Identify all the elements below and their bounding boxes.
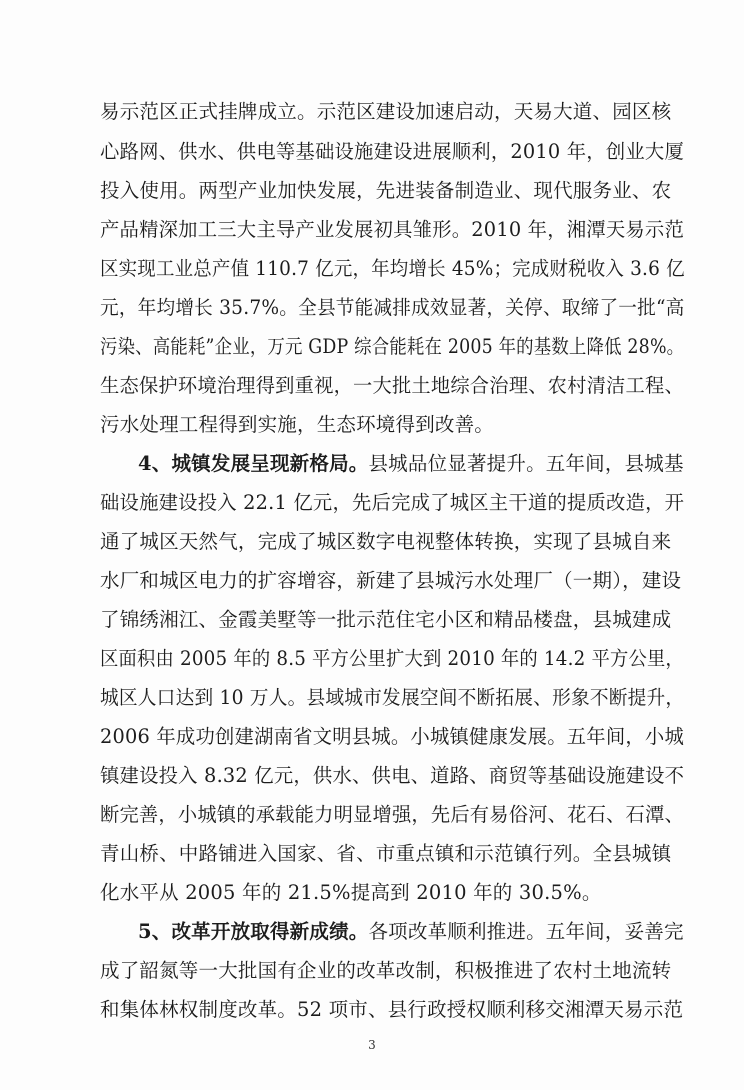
paragraph-2-line-4: 水厂和城区电力的扩容增容，新建了县城污水处理厂（一期），建设 xyxy=(100,569,682,592)
paragraph-3-line-1-text: 各项改革顺利推进。五年间，妥善完 xyxy=(368,920,684,943)
paragraph-2-line-8: 2006 年成功创建湖南省文明县城。小城镇健康发展。五年间，小城 xyxy=(100,725,685,748)
paragraph-2-line-1 xyxy=(138,452,684,476)
paragraph-2-line-5: 了锦绣湘江、金霞美墅等一批示范住宅小区和精品楼盘，县城建成 xyxy=(100,608,672,631)
section-4-heading: 4、城镇发展呈现新格局。 xyxy=(138,452,369,475)
paragraph-2-line-1-text: 县城品位显著提升。五年间，县城基 xyxy=(368,452,684,475)
paragraph-1-line-7: 污染、高能耗”企业，万元 GDP 综合能耗在 2005 年的基数上降低 28%。 xyxy=(100,335,685,358)
paragraph-1-line-8: 生态保护环境治理得到重视，一大批土地综合治理、农村清洁工程、 xyxy=(100,374,684,397)
paragraph-2-line-9: 镇建设投入 8.32 亿元，供水、供电、道路、商贸等基础设施建设不 xyxy=(100,764,685,787)
paragraph-1-line-1: 易示范区正式挂牌成立。示范区建设加速启动，天易大道、园区核 xyxy=(100,100,672,123)
paragraph-1-line-6: 元，年均增长 35.7%。全县节能减排成效显著，关停、取缔了一批“高 xyxy=(100,296,685,319)
paragraph-2-line-11: 青山桥、中路铺进入国家、省、市重点镇和示范镇行列。全县城镇 xyxy=(100,842,672,865)
paragraph-1-line-3: 投入使用。两型产业加快发展，先进装备制造业、现代服务业、农 xyxy=(100,179,672,202)
paragraph-2-line-10: 断完善，小城镇的承载能力明显增强，先后有易俗河、花石、石潭、 xyxy=(100,803,684,826)
paragraph-1-line-4: 产品精深加工三大主导产业发展初具雏形。2010 年，湘潭天易示范 xyxy=(100,218,685,241)
paragraph-1-line-5: 区实现工业总产值 110.7 亿元，年均增长 45%；完成财税收入 3.6 亿 xyxy=(100,257,685,280)
page-number: 3 xyxy=(368,1038,376,1052)
paragraph-2-line-6: 区面积由 2005 年的 8.5 平方公里扩大到 2010 年的 14.2 平方公里， xyxy=(100,647,684,670)
paragraph-2-line-3: 通了城区天然气，完成了城区数字电视整体转换，实现了县城自来 xyxy=(100,530,672,553)
paragraph-2-line-12: 化水平从 2005 年的 21.5%提高到 2010 年的 30.5%。 xyxy=(100,881,602,904)
section-5-heading: 5、改革开放取得新成绩。 xyxy=(138,920,369,943)
paragraph-3-line-1 xyxy=(138,920,684,944)
paragraph-1-line-9: 污水处理工程得到实施，生态环境得到改善。 xyxy=(100,413,495,436)
paragraph-2-line-2: 础设施建设投入 22.1 亿元，先后完成了城区主干道的提质改造，开 xyxy=(100,491,685,514)
paragraph-1-line-2: 心路网、供水、供电等基础设施建设进展顺利，2010 年，创业大厦 xyxy=(100,140,685,163)
paragraph-3-line-2: 成了韶氮等一大批国有企业的改革改制，积极推进了农村土地流转 xyxy=(100,959,672,982)
paragraph-2-line-7: 城区人口达到 10 万人。县域城市发展空间不断拓展、形象不断提升， xyxy=(100,686,685,709)
paragraph-3-line-3: 和集体林权制度改革。52 项市、县行政授权顺利移交湘潭天易示范 xyxy=(100,998,684,1021)
